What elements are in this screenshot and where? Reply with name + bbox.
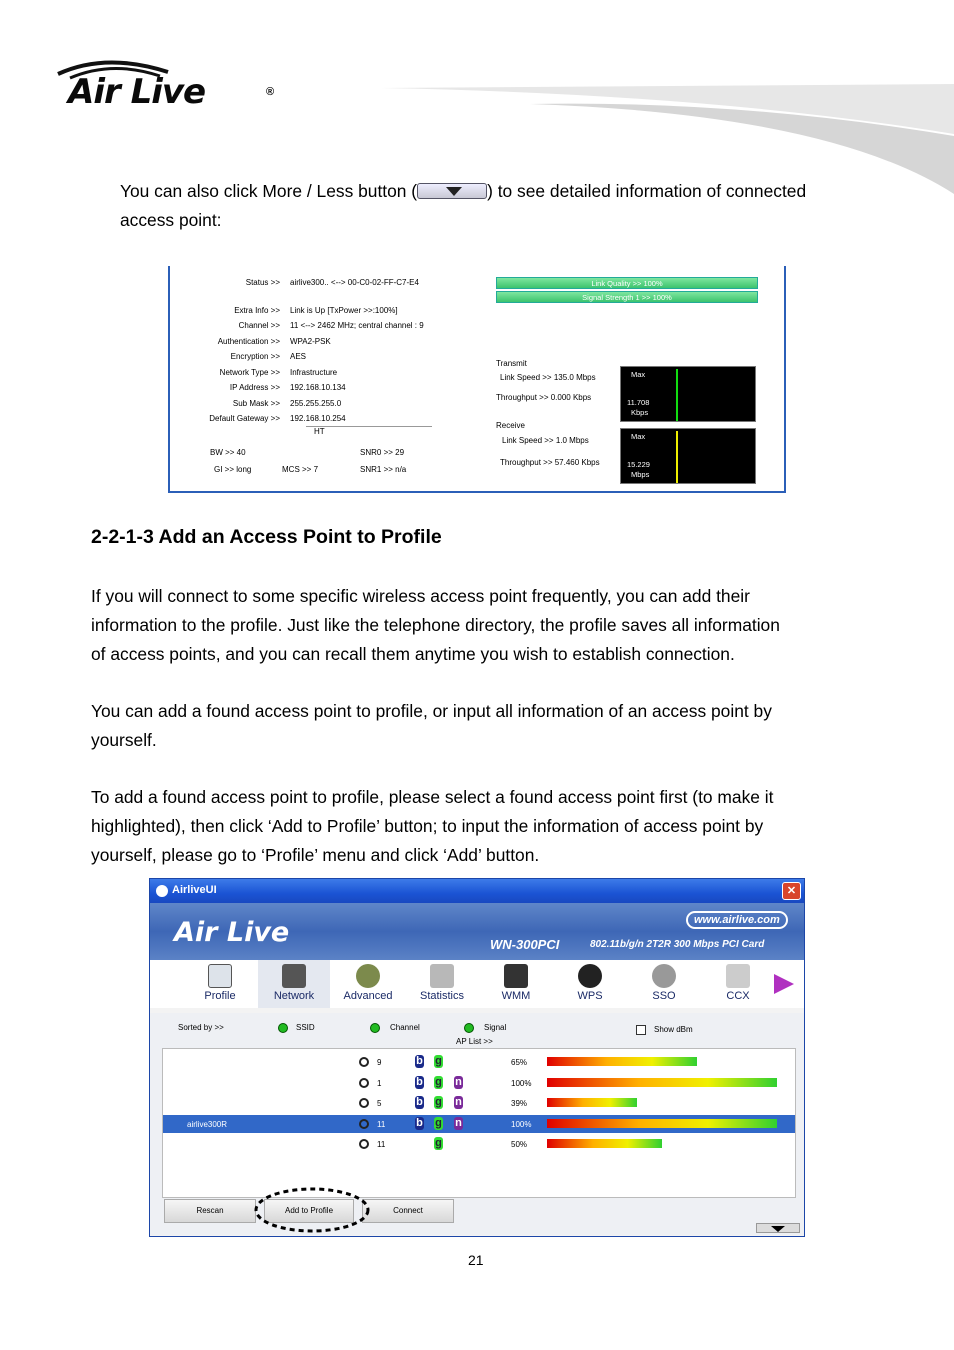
mode-n-icon: n (455, 1096, 462, 1108)
show-dbm-checkbox[interactable] (636, 1025, 646, 1035)
detail-value: 255.255.255.0 (290, 399, 342, 408)
window-title: AirliveUI (172, 884, 217, 896)
ap-channel: 11 (377, 1119, 386, 1129)
mode-g-icon: g (435, 1137, 442, 1149)
banner-brand: Air Live (174, 917, 290, 948)
ccx-icon (726, 964, 750, 988)
infrastructure-icon (359, 1098, 369, 1108)
wps-icon (578, 964, 602, 988)
mode-g-icon: g (435, 1096, 442, 1108)
ap-channel: 5 (377, 1099, 382, 1108)
sort-label: Sorted by >> (178, 1023, 224, 1032)
tab-label: Profile (204, 990, 236, 1002)
snr1-value: SNR1 >> n/a (360, 465, 407, 474)
gi-value: GI >> long (214, 465, 252, 474)
mode-b-icon: b (416, 1096, 423, 1108)
rescan-button[interactable]: Rescan (164, 1199, 256, 1223)
para2-line: You can add a found access point to profile, or input all information of an access point by (91, 701, 772, 721)
receive-link-speed: Link Speed >> 1.0 Mbps (502, 436, 589, 445)
title-bar (150, 879, 804, 903)
receive-graph-unit: Mbps (631, 470, 650, 479)
signal-bar (547, 1057, 697, 1066)
tab-wps[interactable] (554, 960, 626, 1008)
tab-label: WMM (501, 990, 531, 1002)
para2-line: yourself. (91, 730, 157, 750)
tab-label: SSO (652, 990, 676, 1002)
transmit-graph-max: Max (631, 370, 646, 379)
tab-profile[interactable] (184, 960, 256, 1008)
detail-value: 192.168.10.254 (290, 414, 346, 423)
infrastructure-icon (359, 1057, 369, 1067)
banner-desc: 802.11b/g/n 2T2R 300 Mbps PCI Card (590, 939, 765, 950)
ap-list (162, 1048, 796, 1198)
infrastructure-icon (359, 1119, 369, 1129)
detail-value: AES (290, 352, 307, 361)
next-arrow-icon[interactable] (774, 974, 794, 994)
tab-label: Statistics (419, 990, 464, 1002)
receive-throughput: Throughput >> 57.460 Kbps (500, 458, 600, 467)
mcs-value: MCS >> 7 (282, 465, 319, 474)
sort-ssid-radio[interactable] (278, 1023, 288, 1033)
detail-label: Channel >> (238, 321, 280, 330)
network-icon (282, 964, 306, 988)
trademark: ® (266, 86, 275, 98)
para1-line: of access points, and you can recall them anytime you wish to establish connection. (91, 644, 735, 664)
ap-signal: 100% (511, 1119, 532, 1129)
more-less-toggle[interactable] (756, 1223, 800, 1233)
receive-graph-max: Max (631, 432, 646, 441)
mode-n-icon: n (455, 1116, 462, 1129)
mode-g-icon: g (435, 1075, 442, 1088)
transmit-graph-value: 11.708 (627, 398, 650, 407)
chevron-down-icon (771, 1226, 785, 1232)
tab-sso[interactable] (628, 960, 700, 1008)
section-para2 (91, 697, 891, 755)
close-button[interactable]: ✕ (782, 882, 801, 900)
signal-bar (547, 1098, 637, 1107)
gear-icon (356, 964, 380, 988)
toolbar (150, 960, 804, 1008)
intro-line1-end: ) to see detailed information of connected (487, 181, 807, 201)
tab-statistics[interactable] (406, 960, 478, 1008)
sso-icon (652, 964, 676, 988)
section-heading: 2-2-1-3 Add an Access Point to Profile (91, 526, 442, 548)
detail-label: Network Type >> (219, 368, 280, 377)
signal-strength-bar: Signal Strength 1 >> 100% (496, 291, 758, 303)
detail-value: Link is Up [TxPower >>:100%] (290, 306, 398, 315)
sort-channel-radio[interactable] (370, 1023, 380, 1033)
ap-detail-panel (168, 266, 786, 493)
calculator-icon (430, 964, 454, 988)
ap-row[interactable] (163, 1115, 795, 1133)
ap-row[interactable] (163, 1135, 795, 1153)
banner-url: www.airlive.com (686, 911, 788, 929)
detail-value: 192.168.10.134 (290, 383, 346, 392)
page-number: 21 (468, 1252, 484, 1268)
signal-bar (547, 1119, 777, 1128)
detail-label: Status >> (245, 278, 280, 287)
ap-channel: 11 (377, 1140, 386, 1149)
sort-channel-label: Channel (390, 1023, 420, 1032)
banner (150, 903, 804, 960)
ap-signal: 65% (511, 1058, 528, 1067)
sort-signal-radio[interactable] (464, 1023, 474, 1033)
section-para3 (91, 783, 891, 870)
sort-signal-label: Signal (484, 1023, 507, 1032)
mode-b-icon: b (416, 1055, 423, 1067)
infrastructure-icon (359, 1078, 369, 1088)
airliveui-window (149, 878, 805, 1237)
infrastructure-icon (359, 1139, 369, 1149)
tab-label: WPS (577, 990, 603, 1002)
ap-signal: 100% (511, 1078, 532, 1088)
ap-signal: 50% (511, 1140, 528, 1149)
tab-ccx[interactable] (702, 960, 774, 1008)
ht-divider-right (330, 426, 430, 427)
banner-model: WN-300PCI (490, 937, 560, 952)
more-less-button (417, 183, 487, 199)
tab-advanced[interactable] (332, 960, 404, 1008)
signal-bar (547, 1139, 662, 1148)
intro-line2: access point: (120, 210, 222, 230)
detail-value: WPA2-PSK (290, 337, 331, 346)
transmit-graph (620, 366, 756, 422)
mode-g-icon: g (435, 1055, 442, 1067)
mode-b-icon: b (416, 1075, 423, 1088)
bw-value: BW >> 40 (210, 448, 246, 457)
detail-value: 11 <--> 2462 MHz; central channel : 9 (290, 321, 424, 330)
receive-graph (620, 428, 756, 484)
show-dbm-label: Show dBm (654, 1025, 693, 1034)
para1-line: If you will connect to some specific wireless access point frequently, you can add their (91, 586, 750, 606)
mode-g-icon: g (435, 1116, 442, 1129)
ap-ssid: airlive300R (187, 1119, 228, 1129)
mode-b-icon: b (416, 1116, 423, 1129)
detail-label: Sub Mask >> (232, 399, 280, 408)
intro-line1-start: You can also click More / Less button ( (120, 181, 418, 201)
ap-row[interactable] (163, 1053, 795, 1071)
receive-graph-value: 15.229 (627, 460, 650, 469)
link-quality-bar: Link Quality >> 100% (496, 277, 758, 289)
transmit-link-speed: Link Speed >> 135.0 Mbps (500, 373, 596, 382)
detail-label: IP Address >> (229, 383, 280, 392)
section-para1 (91, 582, 891, 669)
receive-graph-line (676, 431, 678, 483)
tab-label: Advanced (343, 990, 393, 1002)
sort-ssid-label: SSID (296, 1023, 315, 1032)
add-to-profile-button[interactable]: Add to Profile (264, 1199, 354, 1223)
para1-line: information to the profile. Just like the telephone directory, the profile saves all information (91, 615, 780, 635)
snr0-value: SNR0 >> 29 (360, 448, 405, 457)
detail-label: Default Gateway >> (209, 414, 280, 423)
ap-list-label: AP List >> (456, 1037, 493, 1046)
transmit-title: Transmit (496, 359, 527, 368)
detail-value: airlive300.. <--> 00-C0-02-FF-C7-E4 (290, 278, 419, 287)
para3-line: To add a found access point to profile, please select a found access point first (to make it (91, 787, 774, 807)
ap-signal: 39% (511, 1099, 528, 1108)
receive-title: Receive (496, 421, 525, 430)
connect-button[interactable]: Connect (362, 1199, 454, 1223)
ap-row[interactable] (163, 1094, 795, 1112)
ap-row[interactable] (163, 1074, 795, 1092)
detail-value: Infrastructure (290, 368, 338, 377)
profile-icon (208, 964, 232, 988)
transmit-graph-unit: Kbps (631, 408, 649, 417)
logo-text: Air Live (68, 72, 206, 112)
intro-paragraph (120, 177, 900, 235)
ap-channel: 9 (377, 1058, 382, 1067)
para3-line: yourself, please go to ‘Profile’ menu and click ‘Add’ button. (91, 845, 540, 865)
app-icon (156, 885, 168, 897)
para3-line: highlighted), then click ‘Add to Profile’ button; to input the information of access point by (91, 816, 764, 836)
mode-n-icon: n (455, 1075, 462, 1088)
detail-label: Encryption >> (230, 352, 280, 361)
signal-bar (547, 1078, 777, 1087)
tab-label: CCX (726, 990, 750, 1002)
ap-channel: 1 (377, 1078, 382, 1088)
transmit-graph-line (676, 369, 678, 421)
tab-network[interactable] (258, 960, 330, 1008)
highlight-ellipse (252, 1185, 372, 1235)
detail-label: Extra Info >> (234, 306, 280, 315)
transmit-throughput: Throughput >> 0.000 Kbps (496, 393, 592, 402)
ht-label: HT (314, 427, 325, 436)
tab-label: Network (273, 990, 315, 1002)
qos-icon (504, 964, 528, 988)
tab-wmm[interactable] (480, 960, 552, 1008)
detail-label: Authentication >> (217, 337, 280, 346)
network-pane (150, 1013, 804, 1235)
